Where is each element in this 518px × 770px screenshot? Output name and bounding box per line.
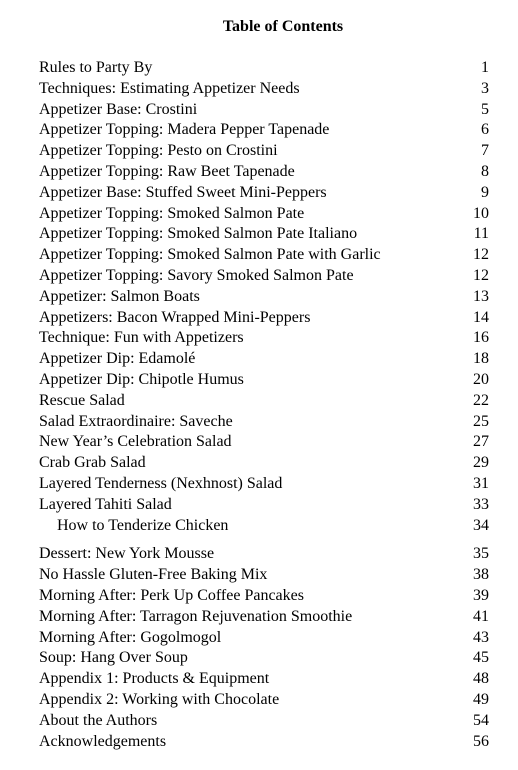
toc-entry-label: Appendix 2: Working with Chocolate bbox=[39, 690, 280, 708]
toc-entry bbox=[39, 224, 489, 245]
toc-entry bbox=[39, 287, 489, 308]
toc-entry bbox=[39, 328, 489, 349]
toc-entry-page: 49 bbox=[473, 690, 489, 708]
toc-entry-label: Rescue Salad bbox=[39, 391, 125, 409]
toc-entry-page: 1 bbox=[481, 59, 489, 76]
toc-entry-label: Appetizer Topping: Smoked Salmon Pate bbox=[39, 204, 305, 222]
toc-entry-label: Appetizer Topping: Raw Beet Tapenade bbox=[39, 162, 295, 180]
toc-entry-page: 56 bbox=[473, 732, 489, 750]
toc-entry bbox=[39, 607, 489, 628]
toc-entry-label: Techniques: Estimating Appetizer Needs bbox=[39, 79, 300, 97]
toc-entry bbox=[39, 412, 489, 433]
toc-entry-page: 13 bbox=[473, 287, 489, 305]
toc-entry-label: Appetizer Dip: Chipotle Humus bbox=[39, 370, 244, 388]
toc-entry-label: Appetizer Dip: Edamolé bbox=[39, 350, 196, 368]
toc-entry-label: Morning After: Perk Up Coffee Pancakes bbox=[39, 586, 304, 604]
toc-entry-page: 5 bbox=[481, 100, 489, 118]
toc-entry bbox=[39, 370, 489, 391]
toc-entry-label: Acknowledgements bbox=[39, 732, 167, 750]
toc-entry-label: Dessert: New York Mousse bbox=[39, 545, 215, 563]
toc-entry-page: 7 bbox=[481, 142, 489, 160]
toc-entry-subsection bbox=[39, 516, 489, 537]
toc-entry-label: Appetizer Topping: Pesto on Crostini bbox=[39, 142, 278, 160]
toc-entry-label: Appetizer Base: Stuffed Sweet Mini-Peppers bbox=[39, 183, 327, 201]
toc-entry bbox=[39, 204, 489, 225]
toc-entry bbox=[39, 565, 489, 586]
page-title: Table of Contents bbox=[222, 18, 344, 35]
toc-entry-page: 12 bbox=[473, 266, 489, 284]
toc-entry-page: 29 bbox=[473, 454, 489, 472]
toc-entry bbox=[39, 79, 489, 100]
toc-entry-label: Morning After: Gogolmogol bbox=[39, 628, 222, 646]
toc-entry-label: Appetizer Topping: Savory Smoked Salmon Pate bbox=[39, 266, 354, 284]
toc-entry-label: Layered Tenderness (Nexhnost) Salad bbox=[39, 474, 283, 492]
toc-entry bbox=[39, 141, 489, 162]
toc-entry-page: 11 bbox=[473, 225, 489, 243]
toc-entry-label: Salad Extraordinaire: Saveche bbox=[39, 412, 233, 430]
toc-entry-page: 45 bbox=[473, 649, 489, 667]
toc-entry-page: 33 bbox=[473, 495, 489, 513]
toc-entry-label: Appetizer Topping: Smoked Salmon Pate with Garlic bbox=[39, 246, 381, 264]
toc-entry bbox=[39, 628, 489, 649]
toc-entry bbox=[39, 669, 489, 690]
toc-entry-page: 27 bbox=[473, 433, 489, 451]
toc-entry bbox=[39, 711, 489, 732]
toc-entry-page: 35 bbox=[473, 545, 489, 563]
toc-entry bbox=[39, 266, 489, 287]
toc-entry-page: 12 bbox=[473, 246, 489, 264]
toc-list bbox=[39, 58, 489, 752]
toc-entry-page: 20 bbox=[473, 370, 489, 388]
toc-entry-page: 41 bbox=[473, 607, 489, 625]
toc-entry-label: Appetizers: Bacon Wrapped Mini-Peppers bbox=[39, 308, 311, 326]
toc-entry-page: 43 bbox=[473, 628, 489, 646]
toc-entry-page: 10 bbox=[473, 204, 489, 222]
toc-entry bbox=[39, 544, 489, 565]
toc-entry bbox=[39, 432, 489, 453]
toc-entry-label: New Year’s Celebration Salad bbox=[39, 433, 232, 451]
toc-entry-page: 25 bbox=[473, 412, 489, 430]
toc-entry bbox=[39, 474, 489, 495]
toc-entry-label: Appetizer: Salmon Boats bbox=[39, 287, 200, 305]
toc-entry-label: No Hassle Gluten-Free Baking Mix bbox=[39, 566, 268, 584]
toc-entry-page: 22 bbox=[473, 391, 489, 409]
toc-entry bbox=[39, 586, 489, 607]
toc-entry-label: Appetizer Topping: Smoked Salmon Pate Italiano bbox=[39, 225, 358, 243]
toc-entry bbox=[39, 690, 489, 711]
toc-entry-label: Morning After: Tarragon Rejuvenation Smoothie bbox=[39, 607, 353, 625]
toc-entry bbox=[39, 495, 489, 516]
toc-entry bbox=[39, 100, 489, 121]
toc-entry-page: 31 bbox=[473, 474, 489, 492]
toc-entry-page: 6 bbox=[481, 121, 489, 139]
toc-entry bbox=[39, 453, 489, 474]
toc-entry-page: 34 bbox=[473, 516, 489, 534]
toc-entry bbox=[39, 183, 489, 204]
toc-entry-page: 16 bbox=[473, 329, 489, 347]
toc-entry-label: Technique: Fun with Appetizers bbox=[39, 329, 244, 347]
toc-entry-label: Soup: Hang Over Soup bbox=[39, 649, 188, 667]
toc-entry-label: Rules to Party By bbox=[39, 59, 153, 76]
toc-entry-page: 38 bbox=[473, 566, 489, 584]
toc-entry-page: 54 bbox=[473, 711, 489, 729]
toc-entry-page: 39 bbox=[473, 586, 489, 604]
toc-entry-page: 3 bbox=[481, 79, 489, 97]
toc-entry-page: 14 bbox=[473, 308, 489, 326]
toc-entry-label: Appetizer Topping: Madera Pepper Tapenade bbox=[39, 121, 330, 139]
toc-entry bbox=[39, 391, 489, 412]
toc-entry bbox=[39, 245, 489, 266]
toc-entry bbox=[39, 162, 489, 183]
toc-entry-label: How to Tenderize Chicken bbox=[57, 516, 229, 534]
toc-entry-label: About the Authors bbox=[39, 711, 158, 729]
toc-entry-page: 9 bbox=[481, 183, 489, 201]
toc-entry bbox=[39, 308, 489, 329]
toc-entry-label: Layered Tahiti Salad bbox=[39, 495, 172, 513]
toc-entry-page: 8 bbox=[481, 162, 489, 180]
toc-entry-page: 18 bbox=[473, 350, 489, 368]
toc-entry bbox=[39, 648, 489, 669]
toc-entry-label: Appetizer Base: Crostini bbox=[39, 100, 198, 118]
toc-entry-page: 48 bbox=[473, 670, 489, 688]
toc-entry bbox=[39, 120, 489, 141]
toc-entry bbox=[39, 349, 489, 370]
toc-entry bbox=[39, 58, 489, 79]
toc-entry-label: Appendix 1: Products & Equipment bbox=[39, 670, 270, 688]
toc-entry-label: Crab Grab Salad bbox=[39, 454, 146, 472]
toc-entry bbox=[39, 732, 489, 753]
